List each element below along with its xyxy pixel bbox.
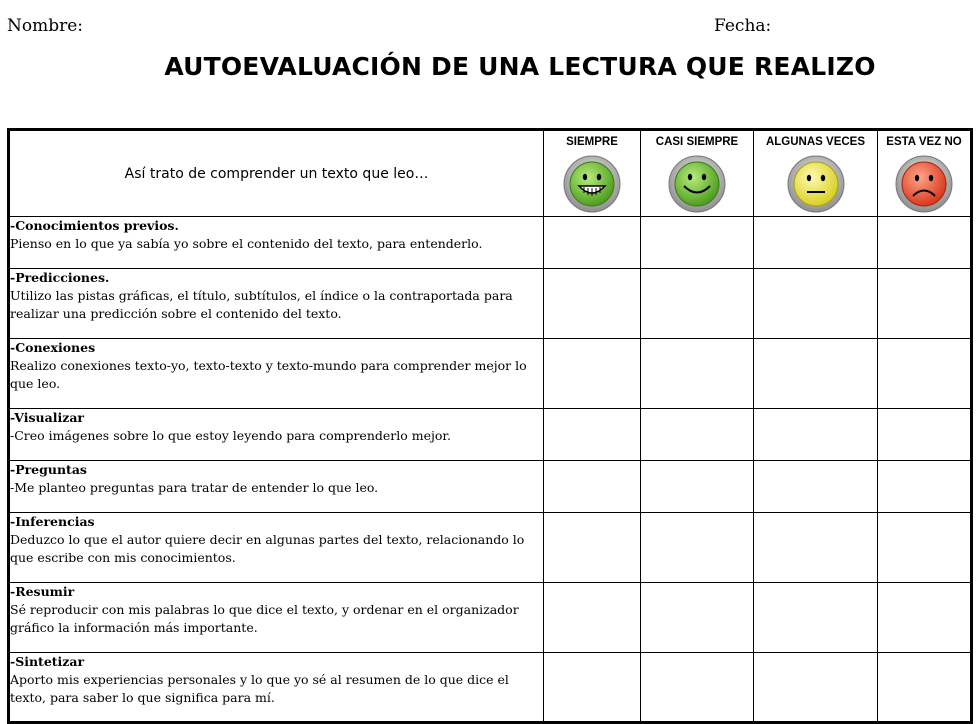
column-label: CASI SIEMPRE: [655, 136, 739, 148]
criterion-cell: [9, 339, 544, 409]
rating-cell-esta-vez-no[interactable]: [878, 583, 972, 653]
intro-header: Así trato de comprender un texto que leo…: [9, 130, 544, 217]
criterion-cell: [9, 269, 544, 339]
criterion-text: Pienso en lo que ya sabía yo sobre el contenido del texto, para entenderlo.: [10, 236, 483, 251]
rating-cell-esta-vez-no[interactable]: [878, 409, 972, 461]
criterion-title: -Sintetizar: [10, 654, 85, 669]
rating-cell-esta-vez-no[interactable]: [878, 339, 972, 409]
rating-cell-esta-vez-no[interactable]: [878, 513, 972, 583]
column-header-siempre: [544, 130, 641, 217]
criterion-title: -Visualizar: [10, 410, 85, 425]
rating-cell-siempre[interactable]: [544, 269, 641, 339]
criterion-cell: [9, 513, 544, 583]
rating-cell-siempre[interactable]: [544, 409, 641, 461]
rating-cell-casi-siempre[interactable]: [641, 583, 754, 653]
table-row: [9, 513, 972, 583]
rating-cell-esta-vez-no[interactable]: [878, 269, 972, 339]
rating-cell-siempre[interactable]: [544, 583, 641, 653]
criterion-title: -Predicciones.: [10, 270, 110, 285]
column-header-algunas-veces: [754, 130, 878, 217]
header-row: [9, 130, 972, 217]
criterion-title: -Conexiones: [10, 340, 96, 355]
self-evaluation-table: [7, 128, 973, 724]
rating-cell-siempre[interactable]: [544, 653, 641, 723]
criterion-text: Aporto mis experiencias personales y lo que yo sé al resumen de lo que dice el texto, para saber lo que significa para mí.: [10, 672, 509, 705]
rating-cell-siempre[interactable]: [544, 339, 641, 409]
rating-cell-siempre[interactable]: [544, 461, 641, 513]
rating-cell-casi-siempre[interactable]: [641, 461, 754, 513]
rating-cell-algunas-veces[interactable]: [754, 583, 878, 653]
table-row: [9, 583, 972, 653]
rating-cell-algunas-veces[interactable]: [754, 339, 878, 409]
rating-cell-algunas-veces[interactable]: [754, 269, 878, 339]
rating-cell-esta-vez-no[interactable]: [878, 653, 972, 723]
rating-cell-casi-siempre[interactable]: [641, 409, 754, 461]
table-row: [9, 409, 972, 461]
name-label: Nombre:: [7, 16, 84, 36]
rating-cell-algunas-veces[interactable]: [754, 461, 878, 513]
column-label: ESTA VEZ NO: [886, 136, 962, 148]
page-title: AUTOEVALUACIÓN DE UNA LECTURA QUE REALIZO: [164, 52, 876, 81]
rating-cell-casi-siempre[interactable]: [641, 269, 754, 339]
column-label: ALGUNAS VECES: [765, 136, 866, 148]
table-row: [9, 461, 972, 513]
criterion-title: -Preguntas: [10, 462, 87, 477]
criterion-text: Utilizo las pistas gráficas, el título, subtítulos, el índice o la contraportada para realizar una predicción sobre el contenido del texto.: [10, 288, 513, 321]
column-label: SIEMPRE: [566, 136, 618, 148]
rating-cell-algunas-veces[interactable]: [754, 653, 878, 723]
rating-cell-esta-vez-no[interactable]: [878, 217, 972, 269]
table-row: [9, 339, 972, 409]
date-label: Fecha:: [714, 16, 772, 36]
criterion-text: Realizo conexiones texto-yo, texto-texto y texto-mundo para comprender mejor lo que leo.: [10, 358, 527, 391]
rating-cell-algunas-veces[interactable]: [754, 409, 878, 461]
criterion-cell: [9, 217, 544, 269]
rating-cell-siempre[interactable]: [544, 217, 641, 269]
criterion-title: -Inferencias: [10, 514, 95, 529]
criterion-text: -Creo imágenes sobre lo que estoy leyendo para comprenderlo mejor.: [10, 428, 451, 443]
column-header-esta-vez-no: [878, 130, 972, 217]
rating-cell-siempre[interactable]: [544, 513, 641, 583]
criterion-cell: [9, 409, 544, 461]
table-row: [9, 653, 972, 723]
rating-cell-casi-siempre[interactable]: [641, 217, 754, 269]
criterion-cell: [9, 583, 544, 653]
smiling-face-icon: [667, 153, 727, 213]
frowning-face-icon: [894, 153, 954, 213]
rating-cell-algunas-veces[interactable]: [754, 217, 878, 269]
criterion-title: -Conocimientos previos.: [10, 218, 179, 233]
neutral-face-icon: [786, 153, 846, 213]
criterion-title: -Resumir: [10, 584, 75, 599]
rating-cell-casi-siempre[interactable]: [641, 513, 754, 583]
criterion-cell: [9, 653, 544, 723]
rating-cell-esta-vez-no[interactable]: [878, 461, 972, 513]
grinning-face-icon: [562, 153, 622, 213]
criterion-cell: [9, 461, 544, 513]
criterion-text: -Me planteo preguntas para tratar de entender lo que leo.: [10, 480, 379, 495]
table-row: [9, 269, 972, 339]
rating-cell-casi-siempre[interactable]: [641, 339, 754, 409]
rating-cell-algunas-veces[interactable]: [754, 513, 878, 583]
rating-cell-casi-siempre[interactable]: [641, 653, 754, 723]
criterion-text: Sé reproducir con mis palabras lo que dice el texto, y ordenar en el organizador gráfico la información más importante.: [10, 602, 519, 635]
table-row: [9, 217, 972, 269]
column-header-casi-siempre: [641, 130, 754, 217]
criterion-text: Deduzco lo que el autor quiere decir en algunas partes del texto, relacionando lo que escribe con mis conocimientos.: [10, 532, 525, 565]
